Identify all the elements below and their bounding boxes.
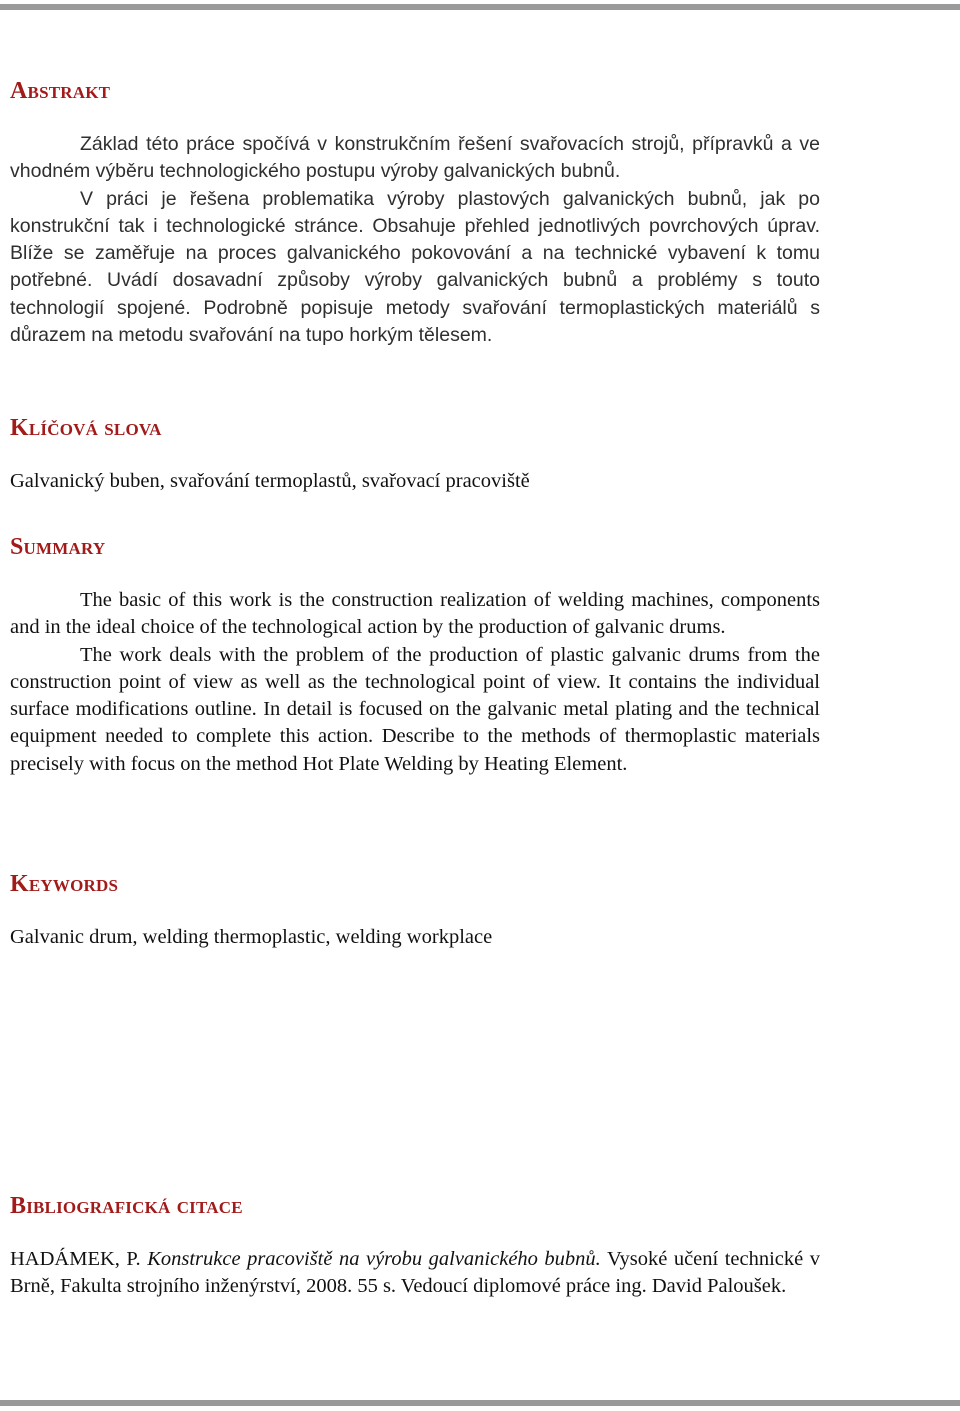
keywords-heading: Keywords — [10, 871, 119, 897]
top-rule — [0, 4, 960, 10]
summary-heading: Summary — [10, 534, 106, 560]
abstrakt-paragraph-2: V práci je řešena problematika výroby plastových galvanických bubnů, jak po konstrukční tak i technologické stránce. Obsahuje přehled jednotlivých povrchových úprav. Blíže se zaměřuje na proces galvanického pokovování a na technické vybavení k tomu potřebné. Uvádí dosavadní způsoby výroby galvanických bubnů a problémy s touto technologií spojené. Podrobně popisuje metody svařování termoplastických materiálů s důrazem na metodu svařování na tupo horkým tělesem. — [10, 187, 820, 347]
summary-body — [10, 587, 820, 778]
citace-heading: Bibliografická citace — [10, 1193, 243, 1219]
klicova-slova-text: Galvanický buben, svařování termoplastů, svařovací pracoviště — [10, 470, 530, 492]
abstrakt-heading: Abstrakt — [10, 78, 111, 104]
citation-author: HADÁMEK, P. — [10, 1248, 141, 1270]
summary-paragraph-2: The work deals with the problem of the production of plastic galvanic drums from the construction point of view as well as the technological point of view. It contains the individual surface modifications outline. In detail is focused on the galvanic metal plating and the technical equipment needed to complete this action. Describe to the methods of thermoplastic materials precisely with focus on the method Hot Plate Welding by Heating Element. — [10, 643, 820, 775]
summary-paragraph-1: The basic of this work is the construction realization of welding machines, components and in the ideal choice of the technological action by the production of galvanic drums. — [10, 589, 820, 639]
citation-details: Vysoké učení technické v Brně, Fakulta strojního inženýrství, 2008. 55 s. Vedoucí diplomové práce ing. David Paloušek. — [10, 1248, 821, 1298]
bottom-rule — [0, 1400, 960, 1406]
keywords-text: Galvanic drum, welding thermoplastic, welding workplace — [10, 926, 493, 948]
klicova-slova-heading: Klíčová slova — [10, 415, 162, 441]
citation-title: Konstrukce pracoviště na výrobu galvanického bubnů. — [147, 1248, 601, 1270]
citation — [10, 1246, 820, 1301]
abstrakt-paragraph-1: Základ této práce spočívá v konstrukčním řešení svařovacích strojů, přípravků a ve vhodném výběru technologického postupu výroby galvanických bubnů. — [10, 133, 820, 183]
abstrakt-body — [10, 131, 820, 349]
